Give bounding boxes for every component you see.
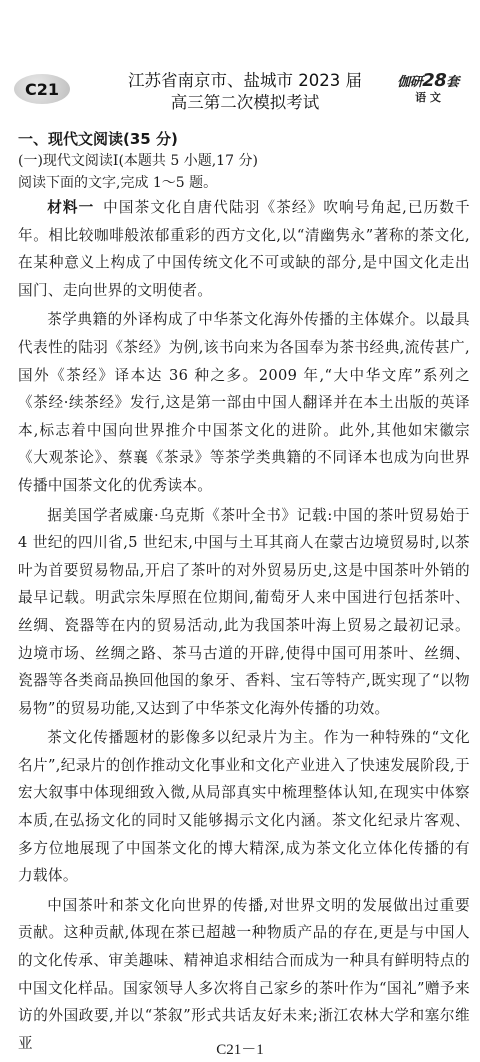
- sub-heading: (一)现代文阅读Ⅰ(本题共 5 小题,17 分): [18, 153, 258, 169]
- paragraph-4: 茶文化传播题材的影像多以纪录片为主。作为一种特殊的“文化名片”,纪录片的创作推动文化事业和文化产业进入了快速发展阶段,于宏大叙事中体现细致入微,从局部真实中梳理整体认知,在现实中体察本质,在弘扬文化的同时又能够揭示文化内涵。茶文化纪录片客观、多方位地展现了中国茶文化的博大精深,成为茶文化立体化传播的有力载体。: [18, 729, 470, 885]
- subject-label: 语 文: [415, 91, 441, 104]
- instruction: 阅读下面的文字,完成 1～5 题。: [18, 175, 218, 191]
- exam-code-badge: C21: [14, 74, 70, 104]
- exam-title-line1: 江苏省南京市、盐城市 2023 届: [128, 71, 362, 90]
- brand-logo: [392, 70, 464, 110]
- document-body: [18, 128, 470, 1057]
- page-header: [0, 0, 480, 128]
- brand-mark: 伽研28套: [397, 70, 459, 91]
- paragraph-5: 中国茶叶和茶文化向世界的传播,对世界文明的发展做出过重要贡献。这种贡献,体现在茶已超越一种物质产品的存在,更是与中国人的文化传承、审美趣味、精神追求相结合而成为一种具有鲜明特点的中国文化样品。国家领导人多次将自己家乡的茶叶作为“国礼”赠予来访的外国政要,并以“茶叙”形式共话友好未来;浙江农林大学和塞尔维亚: [18, 896, 470, 1052]
- page-number: C21－1: [216, 1042, 264, 1058]
- paragraph-3: 据美国学者威廉·乌克斯《茶叶全书》记载:中国的茶叶贸易始于 4 世纪的四川省,5 世纪末,中国与土耳其商人在蒙古边境贸易时,以茶叶为首要贸易物品,开启了茶叶的对外贸易历史,这是中国茶叶外销的最早记载。明武宗朱厚照在位期间,葡萄牙人来中国进行包括茶叶、丝绸、瓷器等在内的贸易活动,此为我国茶叶海上贸易之最初记录。边境市场、丝绸之路、茶马古道的开辟,使得中国可用茶叶、丝绸、瓷器等各类商品换回他国的象牙、香料、宝石等特产,既实现了“以物易物”的贸易功能,又达到了中华茶文化海外传播的功效。: [18, 506, 470, 717]
- material-label: 材料一: [47, 199, 95, 216]
- paragraph-2: 茶学典籍的外译构成了中华茶文化海外传播的主体媒介。以最具代表性的陆羽《茶经》为例,该书向来为各国奉为茶书经典,流传甚广,国外《茶经》译本达 36 种之多。2009 年,“大中华文库”系列之《茶经·续茶经》发行,这是第一部由中国人翻译并在本土出版的英译本,标志着中国向世界推介中国茶文化的进阶。此外,其他如宋徽宗《大观茶论》、蔡襄《茶录》等茶学类典籍的不同译本也成为向世界传播中国茶文化的优秀读本。: [18, 311, 470, 494]
- section-heading: 一、现代文阅读(35 分): [18, 130, 178, 148]
- exam-title-line2: 高三第二次模拟考试: [170, 93, 320, 112]
- paragraph-1: 材料一 中国茶文化自唐代陆羽《茶经》吹响号角起,已历数千年。相比较咖啡般浓郁重彩的西方文化,以“清幽隽永”著称的茶文化,在某种意义上构成了中国传统文化不可或缺的部分,是中国文化走出国门、走向世界的文明使者。: [18, 199, 470, 299]
- exam-title: [120, 70, 370, 114]
